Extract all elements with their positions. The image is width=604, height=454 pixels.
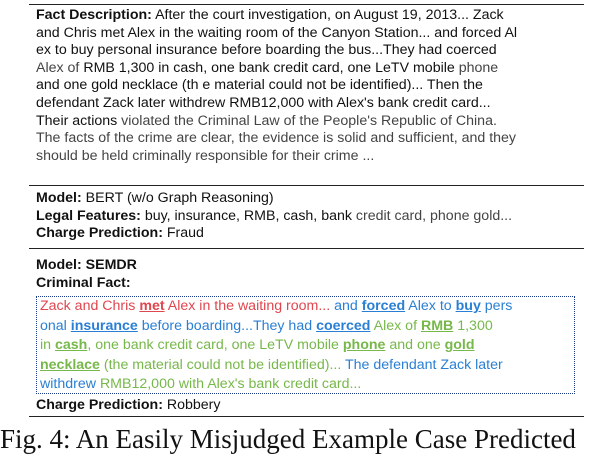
criminal-fact-line bbox=[40, 356, 574, 376]
fact-line-1: Fact Description: After the court investigation, on August 19, 2013... Zack bbox=[36, 7, 504, 23]
top-rule bbox=[29, 4, 584, 5]
fact-segment: Alex of bbox=[370, 317, 421, 334]
criminal-fact-box bbox=[36, 296, 575, 394]
fact-segment: before boarding...They had bbox=[137, 317, 317, 334]
fact-segment: Alex in the waiting room... bbox=[164, 298, 331, 314]
bert-model-line: Model: BERT (w/o Graph Reasoning) bbox=[36, 190, 274, 206]
fact-line-8: The facts of the crime are clear, the evidence is solid and sufficient, and they bbox=[36, 130, 517, 147]
fact-segment: and one bbox=[385, 337, 445, 354]
criminal-fact-line bbox=[40, 317, 574, 337]
fact-segment: Alex to bbox=[405, 298, 456, 314]
fact-line-9: should be held criminally responsible for their crime ... bbox=[36, 147, 375, 164]
highlighted-keyword: RMB bbox=[420, 317, 454, 334]
highlighted-keyword: phone bbox=[342, 337, 386, 354]
semdr-model-line: Model: SEMDR bbox=[36, 257, 137, 273]
bert-features-line: Legal Features: buy, insurance, RMB, cash, bank credit card, phone gold... bbox=[36, 207, 513, 224]
fact-line-5: and one gold necklace (th e material could not be identified)... Then the bbox=[36, 77, 483, 94]
highlighted-keyword: coerced bbox=[316, 317, 371, 334]
fact-segment: withdrew bbox=[40, 376, 100, 393]
highlighted-keyword: gold bbox=[444, 337, 475, 354]
fact-segment: 1,300 bbox=[453, 317, 493, 334]
semdr-charge-line: Charge Prediction: Robbery bbox=[36, 397, 221, 413]
bert-model-value: BERT (w/o Graph Reasoning) bbox=[85, 190, 274, 206]
fact-segment: pers bbox=[480, 298, 513, 314]
highlighted-keyword: insurance bbox=[70, 317, 138, 334]
criminal-fact-text bbox=[40, 297, 574, 395]
bert-block bbox=[36, 190, 584, 243]
semdr-charge bbox=[36, 397, 584, 415]
fact-segment: onal bbox=[40, 317, 71, 334]
highlighted-keyword: met bbox=[139, 298, 165, 314]
fact-segment: Zack and Chris bbox=[40, 298, 140, 314]
semdr-charge-value: Robbery bbox=[166, 397, 221, 413]
fact-line-7: Their actions violated the Criminal Law of the People's Republic of China. bbox=[36, 112, 497, 129]
fact-line-2: and Chris met Alex in the waiting room of the Canyon Station... and forced Al bbox=[36, 24, 518, 41]
fact-segment: The defendant Zack later bbox=[341, 356, 503, 373]
highlighted-keyword: buy bbox=[455, 298, 481, 314]
fact-line-6: defendant Zack later withdrew RMB12,000 with Alex's bank credit card... bbox=[36, 94, 491, 111]
semdr-criminal-fact-label: Criminal Fact: bbox=[36, 274, 131, 291]
criminal-fact-line bbox=[40, 336, 574, 356]
criminal-fact-line bbox=[40, 297, 574, 317]
highlighted-keyword: cash bbox=[54, 337, 88, 354]
figure-caption: Fig. 4: An Easily Misjudged Example Case Predicted bbox=[0, 424, 576, 454]
bert-charge-line: Charge Prediction: Fraud bbox=[36, 225, 204, 242]
fact-segment: in bbox=[40, 337, 55, 354]
fact-description-label: Fact Description: bbox=[36, 7, 152, 23]
bottom-rule bbox=[29, 416, 584, 417]
fact-description bbox=[36, 7, 584, 165]
semdr-block bbox=[36, 257, 584, 292]
highlighted-keyword: necklace bbox=[40, 356, 100, 373]
fact-segment: RMB12,000 with Alex's bank credit card... bbox=[99, 376, 362, 393]
criminal-fact-line bbox=[40, 375, 574, 395]
highlighted-keyword: forced bbox=[361, 298, 406, 314]
fact-segment: and bbox=[330, 298, 362, 314]
rule-after-fact bbox=[29, 185, 584, 186]
fact-line-3: ex to buy personal insurance before boarding the bus...They had coerced bbox=[36, 42, 497, 59]
fact-segment: (the material could not be identified)... bbox=[99, 356, 342, 373]
semdr-model-value: SEMDR bbox=[85, 257, 137, 273]
rule-after-bert bbox=[29, 248, 584, 249]
bert-charge-value: Fraud bbox=[166, 225, 204, 242]
fact-segment: , one bank credit card, one LeTV mobile bbox=[87, 337, 343, 354]
fact-line-4: Alex of RMB 1,300 in cash, one bank credit card, one LeTV mobile phone bbox=[36, 59, 499, 76]
